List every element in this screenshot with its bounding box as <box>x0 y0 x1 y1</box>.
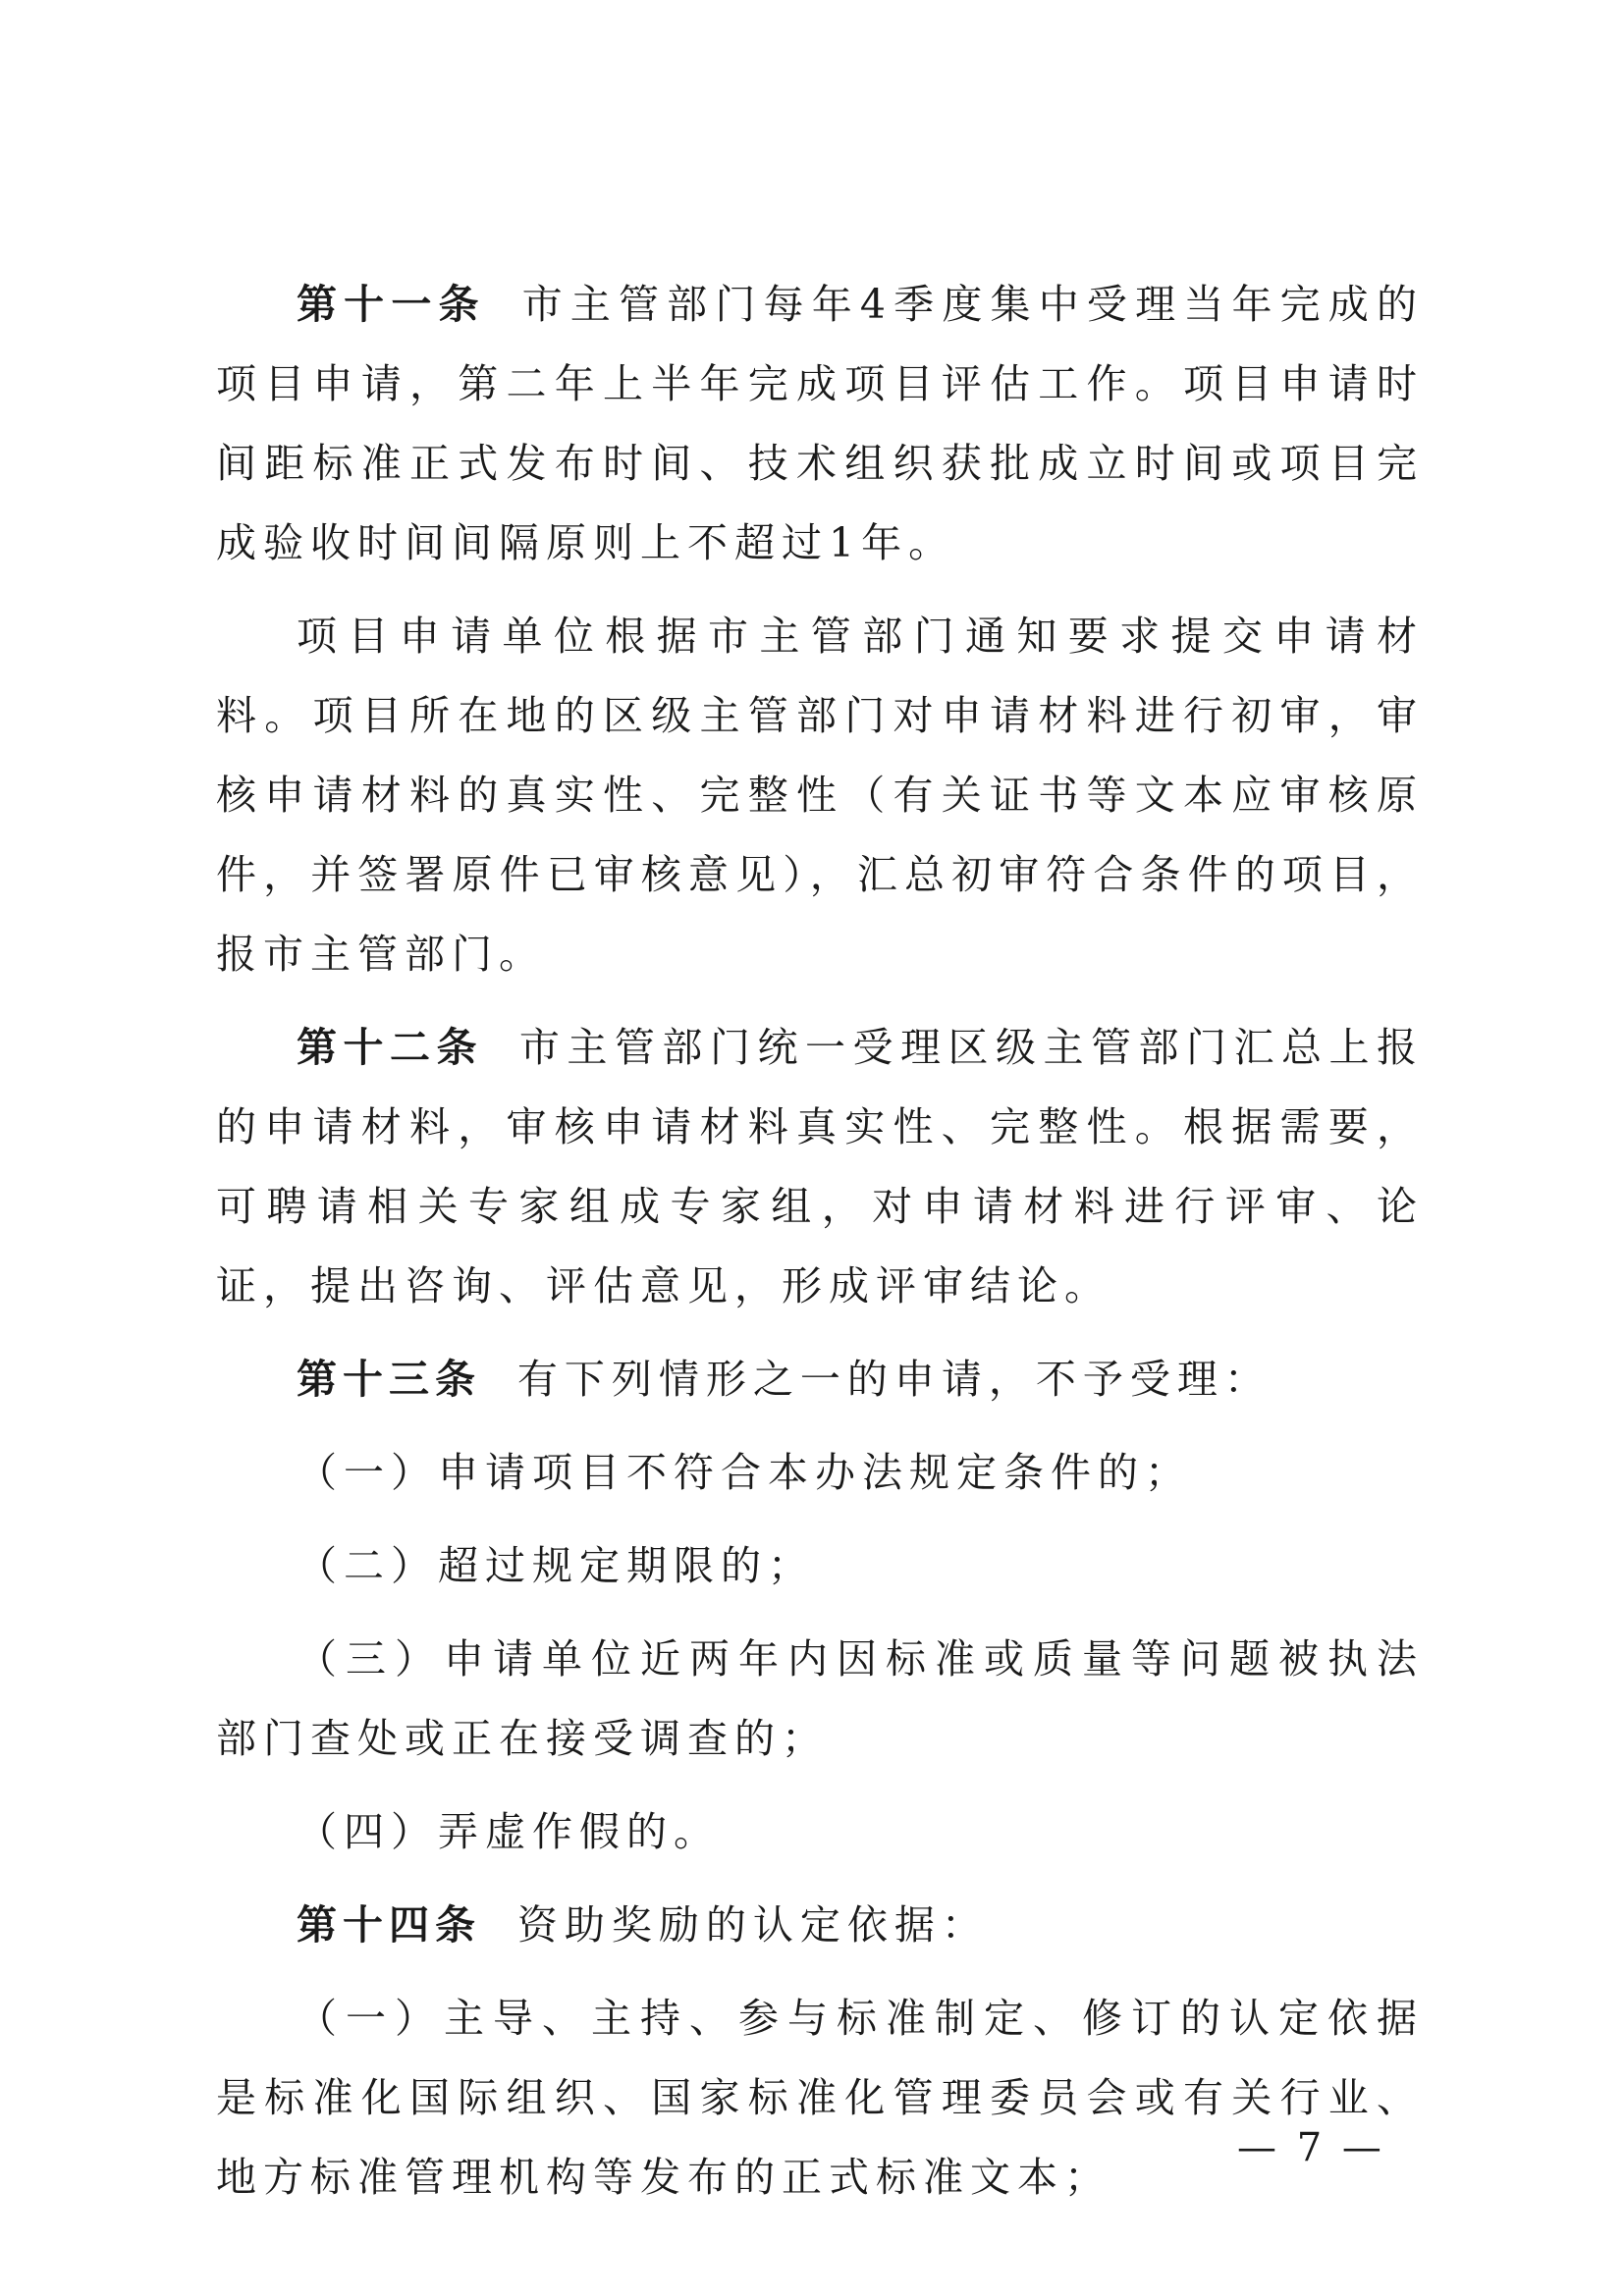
paragraph-text: 市主管部门统一受理区级主管部门汇总上报的申请材料，审核申请材料真实性、完整性。根据需要，可聘请相关专家组成专家组，对申请材料进行评审、论证，提出咨询、评估意见，形成评审结论。 <box>216 1024 1425 1309</box>
paragraph-article-14 <box>216 1886 1424 1965</box>
paragraph-article-12 <box>216 1008 1424 1326</box>
paragraph-text: 市主管部门每年4季度集中受理当年完成的项目申请，第二年上半年完成项目评估工作。项目申请时间距标准正式发布时间、技术组织获批成立时间或项目完成验收时间间隔原则上不超过1年。 <box>216 281 1424 566</box>
list-item-4 <box>216 1792 1424 1872</box>
paragraph-text: （四）弄虚作假的。 <box>297 1808 721 1855</box>
list-item-basis-1 <box>216 1979 1424 2217</box>
paragraph-text: （三）申请单位近两年内因标准或质量等问题被执法部门查处或正在接受调查的； <box>216 1635 1424 1762</box>
paragraph-text: （一）主导、主持、参与标准制定、修订的认定依据是标准化国际组织、国家标准化管理委员会或有关行业、地方标准管理机构等发布的正式标准文本； <box>216 1995 1424 2201</box>
article-heading: 第十三条 <box>297 1356 481 1403</box>
document-body <box>216 265 1424 2231</box>
paragraph-text: 有下列情形之一的申请，不予受理： <box>516 1356 1272 1403</box>
paragraph-text: （一）申请项目不符合本办法规定条件的； <box>297 1449 1192 1496</box>
article-heading: 第十四条 <box>297 1901 481 1949</box>
list-item-3 <box>216 1620 1424 1779</box>
article-heading: 第十一条 <box>297 281 486 328</box>
paragraph-application-process <box>216 597 1424 994</box>
page-number: — 7 — <box>1237 2125 1385 2170</box>
paragraph-text: （二）超过规定期限的； <box>297 1542 815 1589</box>
paragraph-article-11 <box>216 265 1424 583</box>
paragraph-text: 项目申请单位根据市主管部门通知要求提交申请材料。项目所在地的区级主管部门对申请材料进行初审，审核申请材料的真实性、完整性（有关证书等文本应审核原件，并签署原件已审核意见），汇总初审符合条件的项目，报市主管部门。 <box>216 613 1424 978</box>
paragraph-article-13 <box>216 1340 1424 1419</box>
paragraph-text: 资助奖励的认定依据： <box>516 1901 989 1949</box>
list-item-1 <box>216 1433 1424 1513</box>
list-item-2 <box>216 1526 1424 1606</box>
article-heading: 第十二条 <box>297 1024 484 1071</box>
